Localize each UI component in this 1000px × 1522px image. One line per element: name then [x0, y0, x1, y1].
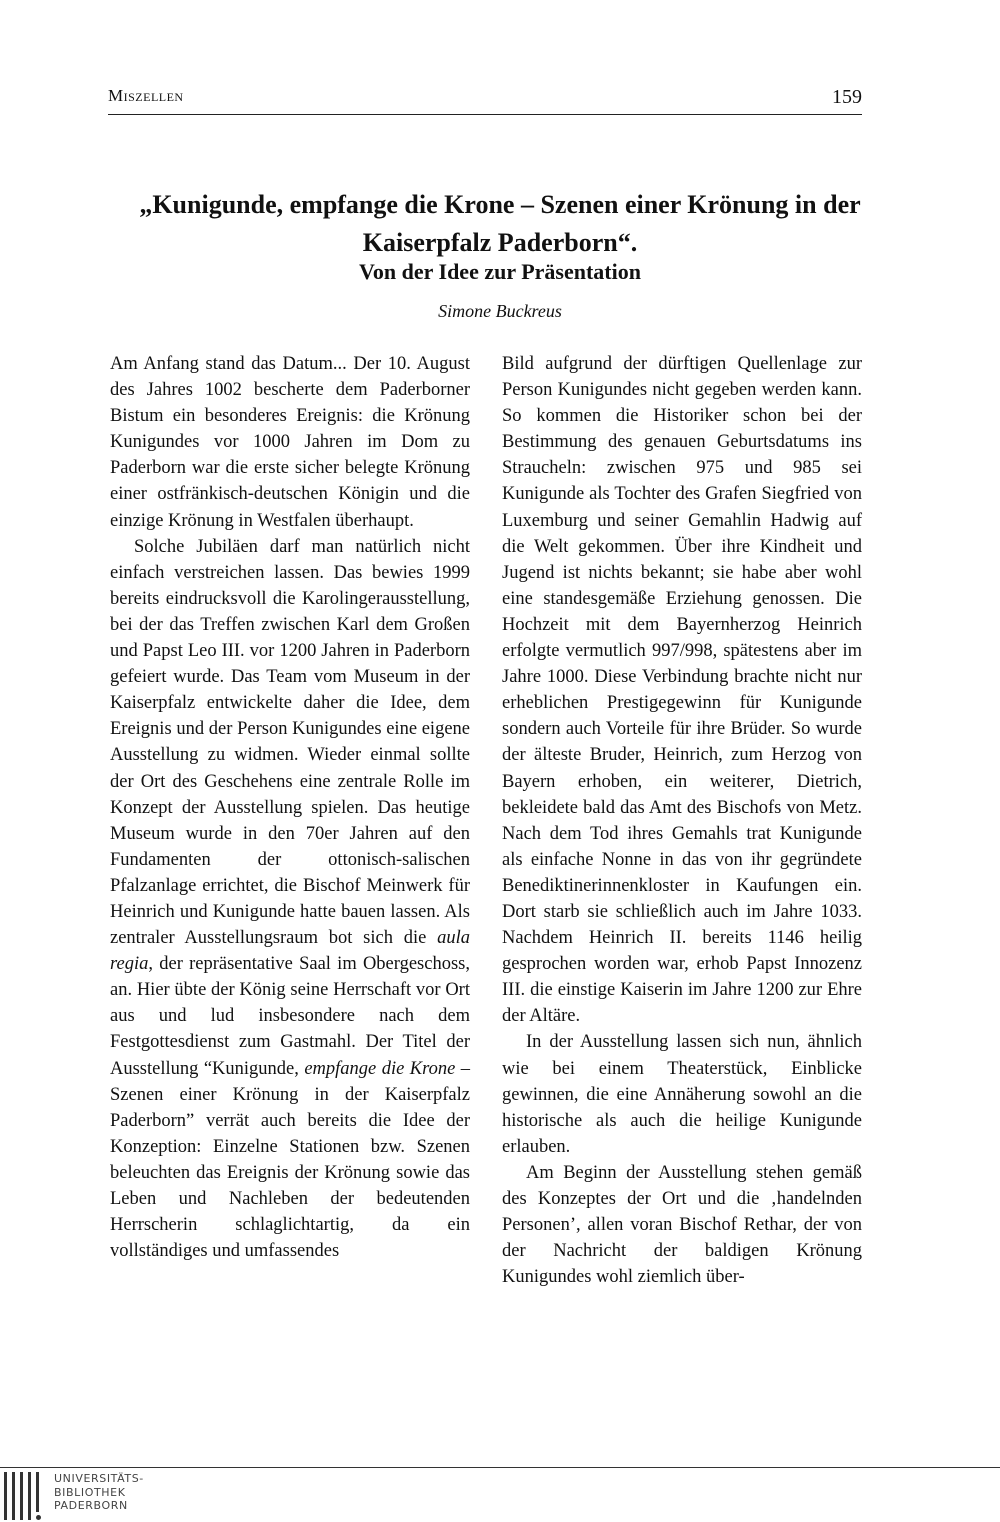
paragraph-text: , der repräsentative Saal im Obergeschoss, an. Hier übte der König seine Herrschaft vor Ort aus und lud insbesondere nach dem Festgottesdienst zum Gastmahl. Der Titel der Ausstellung “Kunigunde, [110, 954, 470, 1079]
section-label: Miszellen [108, 86, 184, 105]
italic-term: aula regia [110, 928, 470, 975]
paragraph: Am Beginn der Ausstellung stehen gemäß des Konzeptes der Ort und die ‚handelnden Personen’, allen voran Bischof Rethar, der von der Nachricht der baldigen Krönung Kunigundes wohl ziemlich über- [502, 1162, 862, 1288]
paragraph-text: Solche Jubiläen darf man natürlich nicht einfach verstreichen lassen. Das bewies 1999 bereits eindrucksvoll die Karolingerausstellung, bei der das Treffen zwischen Karl dem Großen und Papst Leo III. vor 1200 Jahren in Paderborn gefeiert wurde. Das Team vom Museum in der Kaiserpfalz entwickelte daher die Idee, dem Ereignis und der Person Kunigundes eine eigene Ausstellung zu widmen. Wieder einmal sollte der Ort des Geschehens eine zentrale Rolle im Konzept der Ausstellung spielen. Das heutige Museum wurde in den 70er Jahren auf den Fundamenten der ottonisch-salischen Pfalzanlage errichtet, die Bischof Meinwerk für Heinrich und Kunigunde hatte bauen lassen. Als zentraler Ausstellungsraum bot sich die [110, 536, 470, 949]
paragraph: Am Anfang stand das Datum... Der 10. August des Jahres 1002 bescherte dem Paderborner Bistum ein besonderes Ereignis: die Krönung Kunigundes vor 1000 Jahren im Dom zu Paderborn war die erste sicher belegte Krönung einer ostfränkisch-deutschen Königin und die einzige Krönung in Westfalen überhaupt. [110, 354, 470, 531]
logo-line: PADERBORN [54, 1499, 128, 1512]
right-column [502, 351, 862, 1290]
library-logo-text [54, 1470, 144, 1522]
logo-line: BIBLIOTHEK [54, 1485, 126, 1499]
left-column [110, 351, 470, 1264]
library-logo-icon [0, 1470, 50, 1522]
paragraph: Bild aufgrund der dürftigen Quellenlage zur Person Kunigundes nicht gegeben werden kann. So kommen die Historiker schon bei der Bestimmung des genauen Geburtsdatums ins Straucheln: zwischen 975 und 985 sei Kunigunde als Tochter des Grafen Siegfried von Luxemburg und seiner Gemahlin Hadwig auf die Welt gekommen. Über ihre Kindheit und Jugend ist nichts bekannt; sie habe aber wohl eine standesgemäße Erziehung genossen. Die Hochzeit mit dem Bayernherzog Heinrich erfolgte vermutlich 997/998, spätestens aber im Jahre 1000. Diese Verbindung brachte nicht nur erheblichen Prestigegewinn für Kunigunde sondern auch Vorteile für ihre Brüder. So wurde der älteste Bruder, Heinrich, zum Herzog von Bayern erhoben, ein weiterer, Dietrich, bekleidete bald das Amt des Bischofs von Metz. Nach dem Tod ihres Gemahls trat Kunigunde als einfache Nonne in das von ihr gegründete Benediktinerinnenkloster in Kaufungen ein. Dort starb sie schließlich auch im Jahre 1033. Nachdem Heinrich II. bereits 1146 heilig gesprochen worden war, erhob Papst Innozenz III. die einstige Kaiserin im Jahre 1200 zur Ehre der Altäre. [502, 354, 862, 1027]
paragraph [110, 534, 470, 1265]
article-title: „Kunigunde, empfange die Krone – Szenen einer Krönung in der Kaiserpfalz Paderborn“. [139, 190, 861, 257]
article-author: Simone Buckreus [438, 301, 562, 321]
library-logo [0, 1470, 180, 1522]
footer-rule [0, 1467, 1000, 1468]
article-subtitle: Von der Idee zur Präsentation [359, 259, 641, 284]
running-header [108, 86, 862, 115]
italic-term: empfange die Krone [304, 1058, 456, 1079]
page-number: 159 [832, 86, 862, 108]
paragraph-text: – Szenen einer Krönung in der Kaiserpfalz Paderborn” verrät auch bereits die Idee der Konzeption: Einzelne Stationen bzw. Szenen beleuchten das Ereignis der Krönung sowie das Leben und Nachleben der bedeutenden Herrscherin schlaglichtartig, da ein vollständiges und umfassendes [110, 1058, 471, 1262]
logo-line: UNIVERSITÄTS- [54, 1472, 144, 1485]
paragraph: In der Ausstellung lassen sich nun, ähnlich wie bei einem Theaterstück, Einblicke gewinnen, die eine Annäherung sowohl an die historische als auch die heilige Kunigunde erlauben. [502, 1032, 862, 1157]
